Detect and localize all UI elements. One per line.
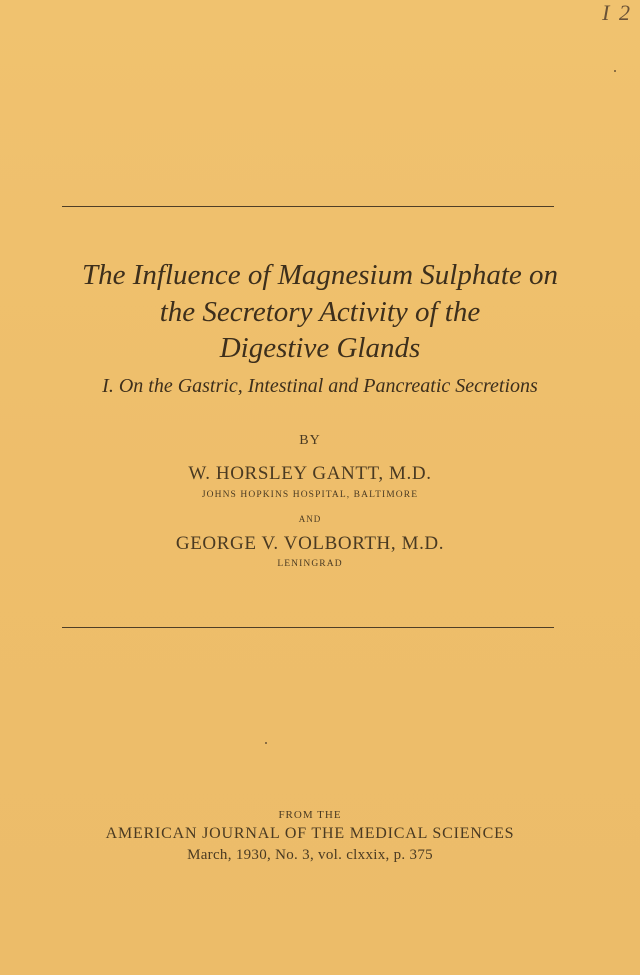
paper-speck [265, 742, 267, 744]
source-citation: March, 1930, No. 3, vol. clxxix, p. 375 [187, 847, 433, 863]
author-name-2: GEORGE V. VOLBORTH, M.D. [175, 533, 445, 554]
author-affiliation-1: JOHNS HOPKINS HOSPITAL, BALTIMORE [201, 490, 419, 500]
subtitle: I. On the Gastric, Intestinal and Pancreatic Secretions [102, 375, 538, 397]
title-line-3: Digestive Glands [219, 332, 421, 364]
source-from-label: FROM THE [278, 809, 342, 821]
author-name-1: W. HORSLEY GANTT, M.D. [188, 463, 432, 484]
handwritten-corner-mark: I 2 [602, 0, 632, 25]
and-label: AND [298, 514, 322, 524]
title-line-2: the Secretory Activity of the [159, 296, 481, 328]
title-line-1: The Influence of Magnesium Sulphate on [82, 259, 558, 291]
by-label: BY [299, 433, 321, 448]
author-affiliation-2: LENINGRAD [277, 559, 343, 569]
bottom-rule [62, 627, 554, 628]
top-rule [62, 206, 554, 207]
paper-speck [614, 70, 616, 72]
source-journal: AMERICAN JOURNAL OF THE MEDICAL SCIENCES [105, 825, 515, 842]
